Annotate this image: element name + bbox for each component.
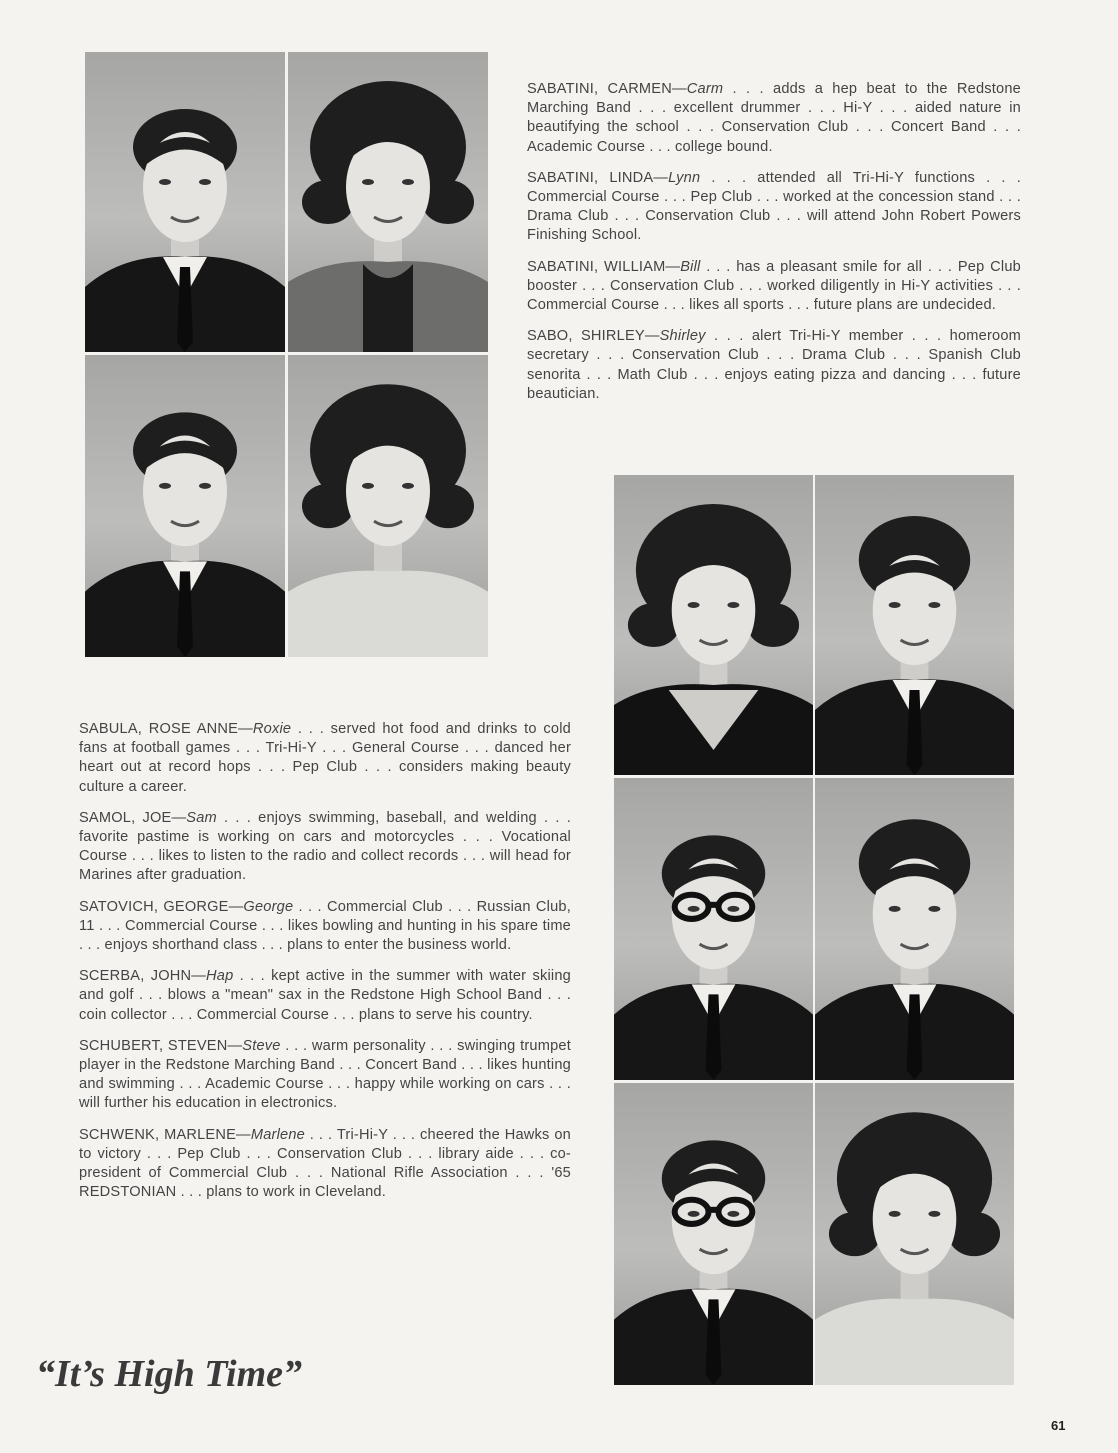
bio-entry: SABO, SHIRLEY—Shirley . . . alert Tri-Hi-Y member . . . homeroom secretary . . . Conservation Club . . . Drama Club . . . Spanish Club senorita . . . Math Club . . . enjoys eating pizza and dancing . . . future beautician. xyxy=(527,328,1022,402)
bio-entry: SCHWENK, MARLENE—Marlene . . . Tri-Hi-Y . . . cheered the Hawks on to victory . . . Pep Club . . . Conservation Club . . . library aide . . . co-president of Commercial Club . . . National Rifle Association . . . '65 REDSTONIAN . . . plans to work in Cleveland. xyxy=(79,1126,571,1201)
portrait-photo xyxy=(288,355,488,657)
bio-entry: SABATINI, LINDA—Lynn . . . attended all Tri-Hi-Y functions . . . Commercial Course . . . Pep Club . . . worked at the concession stand . . . Drama Club . . . Conservation Club . . . will attend John Robert Powers Finishing School. xyxy=(527,169,1021,244)
portrait-silhouette xyxy=(614,475,813,775)
portrait-photo xyxy=(85,355,285,657)
bio-entry: SABULA, ROSE ANNE—Roxie . . . served hot food and drinks to cold fans at football games . . . Tri-Hi-Y . . . General Course . . . danced her heart out at record hops . . . Pep Club . . . considers making beauty culture a career. xyxy=(79,721,571,795)
portrait-silhouette xyxy=(614,778,813,1080)
portrait-photo xyxy=(614,1083,813,1385)
portrait-silhouette xyxy=(288,355,488,657)
bio-column-bottom xyxy=(79,720,571,1214)
portrait-photo xyxy=(614,475,813,775)
bio-entry: SATOVICH, GEORGE—George . . . Commercial Club . . . Russian Club, 11 . . . Commercial Course . . . likes bowling and hunting in his spare time . . . enjoys shorthand class . . . plans to enter the business world. xyxy=(79,898,571,954)
bio-entry: SCHUBERT, STEVEN—Steve . . . warm personality . . . swinging trumpet player in the Redstone Marching Band . . . Concert Band . . . likes hunting and swimming . . . Academic Course . . . happy while working on cars . . . will further his education in electronics. xyxy=(79,1037,571,1112)
portrait-silhouette xyxy=(815,778,1014,1080)
portrait-photo xyxy=(85,52,285,352)
bio-entry: SABATINI, CARMEN—Carm . . . adds a hep beat to the Redstone Marching Band . . . excellent drummer . . . Hi-Y . . . aided nature in beautifying the school . . . Conservation Club . . . Concert Band . . . Academic Course . . . college bound. xyxy=(527,81,1021,155)
portrait-silhouette xyxy=(288,52,488,352)
portrait-silhouette xyxy=(815,475,1014,775)
portrait-silhouette xyxy=(614,1083,813,1385)
bio-entry: SABATINI, WILLIAM—Bill . . . has a pleasant smile for all . . . Pep Club booster . . . Conservation Club . . . worked diligently in Hi-Y activities . . . Commercial Course . . . likes all sports . . . future plans are undecided. xyxy=(527,258,1021,314)
portrait-photo xyxy=(815,475,1014,775)
portrait-silhouette xyxy=(85,355,285,657)
portrait-photo xyxy=(815,778,1014,1080)
portrait-silhouette xyxy=(85,52,285,352)
yearbook-slogan: “It’s High Time” xyxy=(36,1353,302,1395)
page-number: 61 xyxy=(1051,1418,1066,1433)
bio-column-top xyxy=(527,80,1021,416)
portrait-photo xyxy=(614,778,813,1080)
portrait-silhouette xyxy=(815,1083,1014,1385)
bio-entry: SCERBA, JOHN—Hap . . . kept active in the summer with water skiing and golf . . . blows a "mean" sax in the Redstone High School Band . . . coin collector . . . Commercial Course . . . plans to serve his country. xyxy=(79,968,571,1023)
bio-entry: SAMOL, JOE—Sam . . . enjoys swimming, baseball, and welding . . . favorite pastime is working on cars and motorcycles . . . Vocational Course . . . likes to listen to the radio and collect records . . . will head for Marines after graduation. xyxy=(79,809,571,884)
portrait-photo xyxy=(815,1083,1014,1385)
portrait-photo xyxy=(288,52,488,352)
